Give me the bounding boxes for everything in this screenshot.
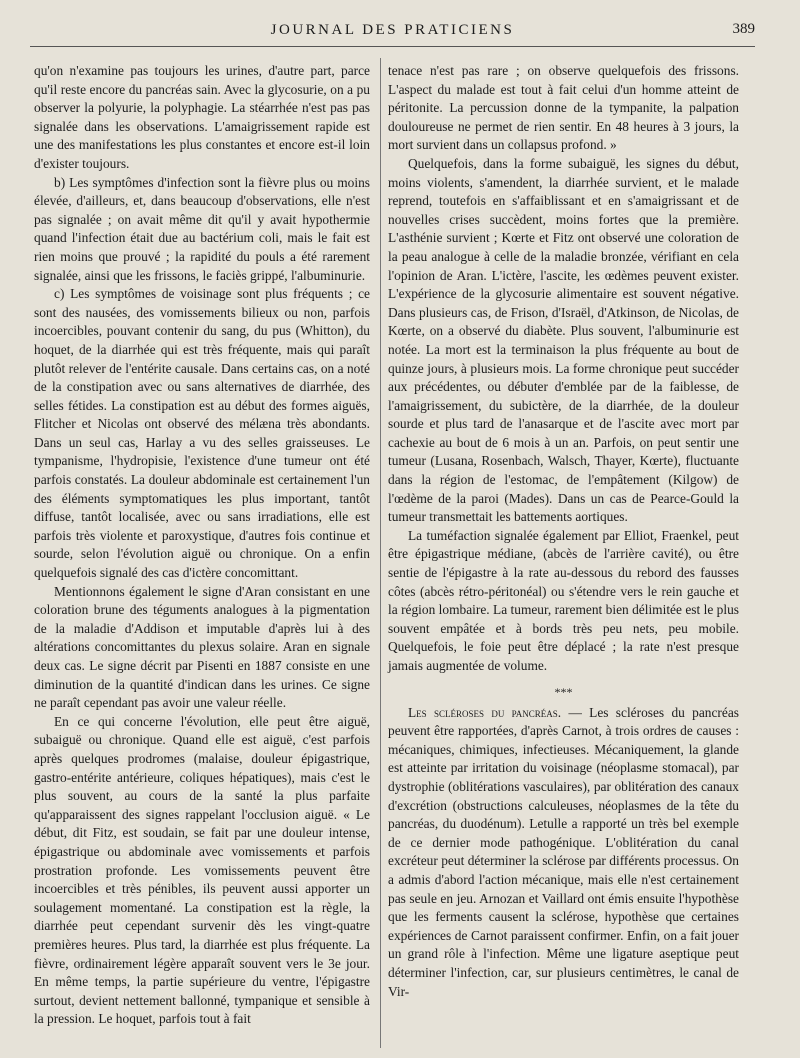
column-divider [380, 58, 381, 1048]
paragraph: Quelquefois, dans la forme subaiguë, les signes du début, moins violents, s'amendent, la diarrhée survient, et le malade reprend, toutefois en s'affaiblissant et en s'amaigrissant et de nouvelles crises succèdent, moins fortes que la première. L'asthénie survient ; Kœrte et Fitz ont observé une coloration de la peau analogue à celle de la maladie bronzée, vérifiant en cela l'opinion de Aran. L'ictère, l'ascite, les œdèmes peuvent exister. L'expérience de la glycosurie alimentaire est souvent négative. Dans plusieurs cas, de Frison, d'Israël, d'Atkinson, de Nicolas, de Kœrte, on a observé du diabète. Plus souvent, l'albuminurie est notée. La mort est la terminaison la plus fréquente au bout de quinze jours, à plusieurs mois. La forme chronique peut succéder aux précédentes, ou débuter d'emblée par de la faiblesse, de l'amaigrissement, du subictère, de la diarrhée, de la douleur sourde et plus tard de l'anasarque et de l'ascite avec mort par cachexie au bout de 6 mois à un an. Parfois, on peut sentir une tumeur (Lusana, Rosenbach, Walsch, Thayer, Kœrte), fluctuante dans la région de l'estomac, de l'empâtement (Kilgow) de l'œdème de la paroi (Mades). Dans un cas de Pearce-Gould la tumeur transmettait les battements aortiques. [388, 155, 739, 525]
paragraph: b) Les symptômes d'infection sont la fièvre plus ou moins élevée, d'ailleurs, et, dans beaucoup d'observations, elle n'est pas signalée ; on avait même dit qu'il y avait hypothermie quand l'infection était due au bactérium coli, mais le fait est rien moins que prouvé ; la rapidité du pouls a été rarement signalée, ainsi que les frissons, le faciès grippé, l'albuminurie. [34, 174, 370, 283]
section-paragraph [388, 704, 739, 1002]
paragraph: c) Les symptômes de voisinage sont plus fréquents ; ce sont des nausées, des vomissements bilieux ou non, parfois incoercibles, pouvant contenir du sang, du pus (Whitton), du hoquet, de la diarrhée qui est très fréquente, mais qui paraît plutôt relever de l'entérite causale. Dans certains cas, on a noté de la constipation avec ou sans alternatives de diarrhée, des selles fétides. La constipation est au début des formes aiguës, Flitcher et Nicolas ont observé des mélæna très abondants. Dans un seul cas, Harlay a vu des selles graisseuses. Le tympanisme, l'hydropisie, l'existence d'une tumeur ont été parfois constatés. La douleur abdominale est certainement l'un des éléments symptomatiques les plus important, tantôt diffuse, tantôt localisée, avec ou sans irradiations, elle est parfois très violente et paroxystique, d'autres fois continue et sourde, selon l'évolution aiguë ou chronique. On a enfin quelquefois signalé des cas d'ictère concomittant. [34, 286, 370, 581]
section-heading: Les scléroses du pancréas. [408, 704, 562, 720]
section-text: — Les scléroses du pancréas peuvent être rapportées, d'après Carnot, à trois ordres de causes : mécaniques, chimiques, infectieuses. Mécaniquement, la glande est atteinte par irritation du voisinage (néoplasme stomacal), par dystrophie (oblitérations vasculaires), par oblitération des canaux d'excrétion (obstructions calculeuses, néoplasmes de la tête du pancréas, du duodénum). Letulle a rapporté un très bel exemple de ce dernier mode pathogénique. L'oblitération du canal excréteur peut déterminer la sclérose par différents processus. On a admis d'abord l'action mécanique, mais elle n'est certainement pas seule en jeu. Arnozan et Vaillard ont émis ensuite l'hypothèse que les ferments causent la sclérose, hypothèse que certaines expériences de Carnot paraissent confirmer. Enfin, on a fait jouer un grand rôle à l'infection. Même une ligature aseptique peut déterminer l'infection, car, sur plusieurs centimètres, le canal de Vir- [388, 704, 739, 999]
section-separator: *** [554, 684, 573, 699]
page-header [30, 18, 755, 44]
left-column [34, 62, 370, 1029]
paragraph: En ce qui concerne l'évolution, elle peut être aiguë, subaiguë ou chronique. Quand elle est aiguë, c'est parfois après quelques prodromes (malaise, douleur épigastrique, gastro-entérite antérieure, coliques hépatiques), mais c'est le plus souvent, au cours de la santé la plus parfaite qu'apparaissent des signes rappelant l'occlusion aiguë. « Le début, dit Fitz, est soudain, se fait par une douleur intense, épigastrique ou abdominale avec vomissements et parfois prostration profonde. Les vomissements peuvent être incoercibles et très pénibles, ils peuvent aussi apporter un soulagement momentané. La constipation est la règle, la diarrhée peut cependant survenir dès les vingt-quatre premières heures. Plus tard, la diarrhée est plus fréquente. La fièvre, ordinairement légère apparaît souvent vers le 3e jour. En même temps, la partie supérieure du ventre, l'épigastre surtout, devient nettement ballonné, tympanique et sensible à la pression. Le hoquet, parfois tout à fait [34, 713, 370, 1027]
paragraph: Mentionnons également le signe d'Aran consistant en une coloration brune des téguments analogues à la pigmentation de la maladie d'Addison et imputable d'après lui à des altérations concomittantes du plexus solaire. Aran en signale deux cas. Le signe décrit par Pisenti en 1887 consiste en une diminution de la quantité d'indican dans les urines. Ce signe ne paraît cependant pas avoir une valeur réelle. [34, 583, 370, 711]
running-title: JOURNAL DES PRATICIENS [270, 22, 515, 38]
paragraph: La tuméfaction signalée également par Elliot, Fraenkel, peut être épigastrique médiane, (abcès de l'arrière cavité), ou être sentie de l'épigastre à la rate au-dessous du rebord des fausses côtes (abcès rétro-péritonéal) ou s'étendre vers le rein gauche et la région lombaire. La tumeur, rarement bien délimitée est le plus souvent empâtée et à bords très peu nets, peu mobile. Quelquefois, le foie peut être déplacé ; la rate n'est presque jamais augmentée de volume. [388, 527, 739, 673]
paragraph: tenace n'est pas rare ; on observe quelquefois des frissons. L'aspect du malade est tout à fait celui d'un homme atteint de péritonite. La percussion donne de la tympanite, la palpation douloureuse ne permet de rien sentir. En 48 heures à 3 jours, la mort survient dans un collapsus profond. » [388, 63, 739, 153]
right-column [388, 62, 739, 1001]
page-number: 389 [732, 21, 755, 37]
header-rule [30, 46, 755, 47]
paragraph: qu'on n'examine pas toujours les urines, d'autre part, parce qu'il reste encore du pancréas sain. Avec la glycosurie, on a pu observer la polyurie, la polyphagie. La stéarrhée n'est pas pas signalée dans les observations. L'amaigrissement rapide est une des manifestations les plus constantes et encore est-il loin d'exister toujours. [34, 63, 370, 171]
